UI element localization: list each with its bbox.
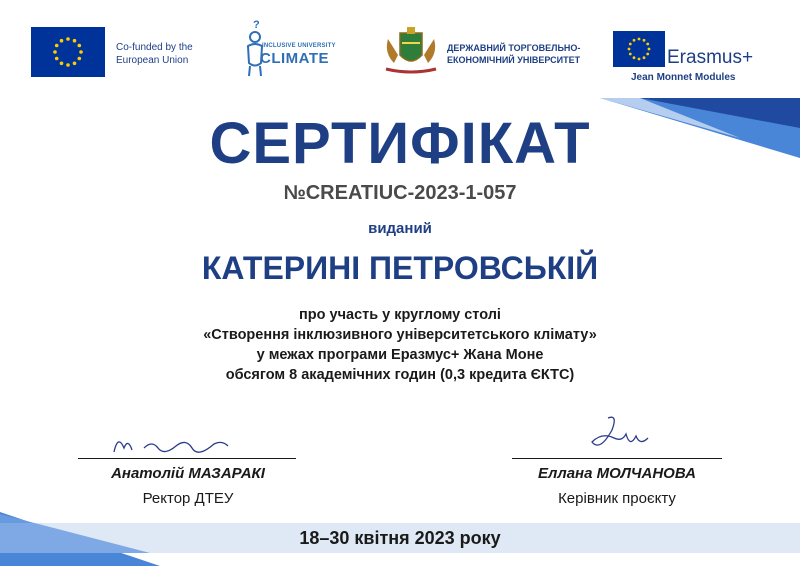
signature-line-1 (78, 458, 296, 459)
certificate-number: №CREATIUC-2023-1-057 (283, 182, 517, 204)
university-name-line2: ЕКОНОМІЧНИЙ УНІВЕРСИТЕТ (447, 55, 581, 65)
climate-logo-text: CLIMATE (260, 50, 330, 67)
description-line: у межах програми Еразмус+ Жана Моне (256, 347, 544, 363)
certificate-description (0, 305, 800, 385)
university-name-line1: ДЕРЖАВНИЙ ТОРГОВЕЛЬНО- (447, 43, 581, 53)
eu-stars (53, 37, 83, 67)
signature-handwritten-1 (100, 428, 240, 458)
certificate-title: СЕРТИФІКАТ (209, 111, 591, 176)
erasmus-eu-flag-logo (613, 31, 665, 67)
signature-line-2 (512, 458, 722, 459)
eu-flag-logo (31, 27, 105, 77)
event-date: 18–30 квітня 2023 року (299, 528, 501, 548)
university-crest-icon (380, 25, 442, 75)
signatory-role-2: Керівник проєкту (558, 490, 676, 507)
description-line: про участь у круглому столі (299, 307, 501, 323)
svg-text:?: ? (253, 19, 260, 31)
erasmus-logo-text: Erasmus+ (667, 47, 754, 68)
recipient-name: КАТЕРИНІ ПЕТРОВСЬКІЙ (201, 250, 599, 286)
signatory-role-1: Ректор ДТЕУ (142, 490, 234, 507)
eu-funding-line2: European Union (116, 55, 189, 66)
signature-handwritten-2 (578, 412, 668, 458)
issued-label: виданий (368, 220, 432, 237)
climate-logo-small-text: INCLUSIVE UNIVERSITY (262, 43, 336, 49)
signatory-name-2: Еллана МОЛЧАНОВА (538, 465, 696, 482)
description-line: обсягом 8 академічних годин (0,3 кредита ЄКТС) (225, 367, 575, 383)
jean-monnet-text: Jean Monnet Modules (631, 72, 736, 83)
description-line: «Створення інклюзивного університетського клімату» (203, 327, 597, 343)
eu-funding-line1: Co-funded by the (116, 42, 193, 53)
university-name (447, 42, 580, 66)
eu-funding-text (116, 41, 193, 67)
signatory-name-1: Анатолій МАЗАРАКІ (111, 465, 265, 482)
